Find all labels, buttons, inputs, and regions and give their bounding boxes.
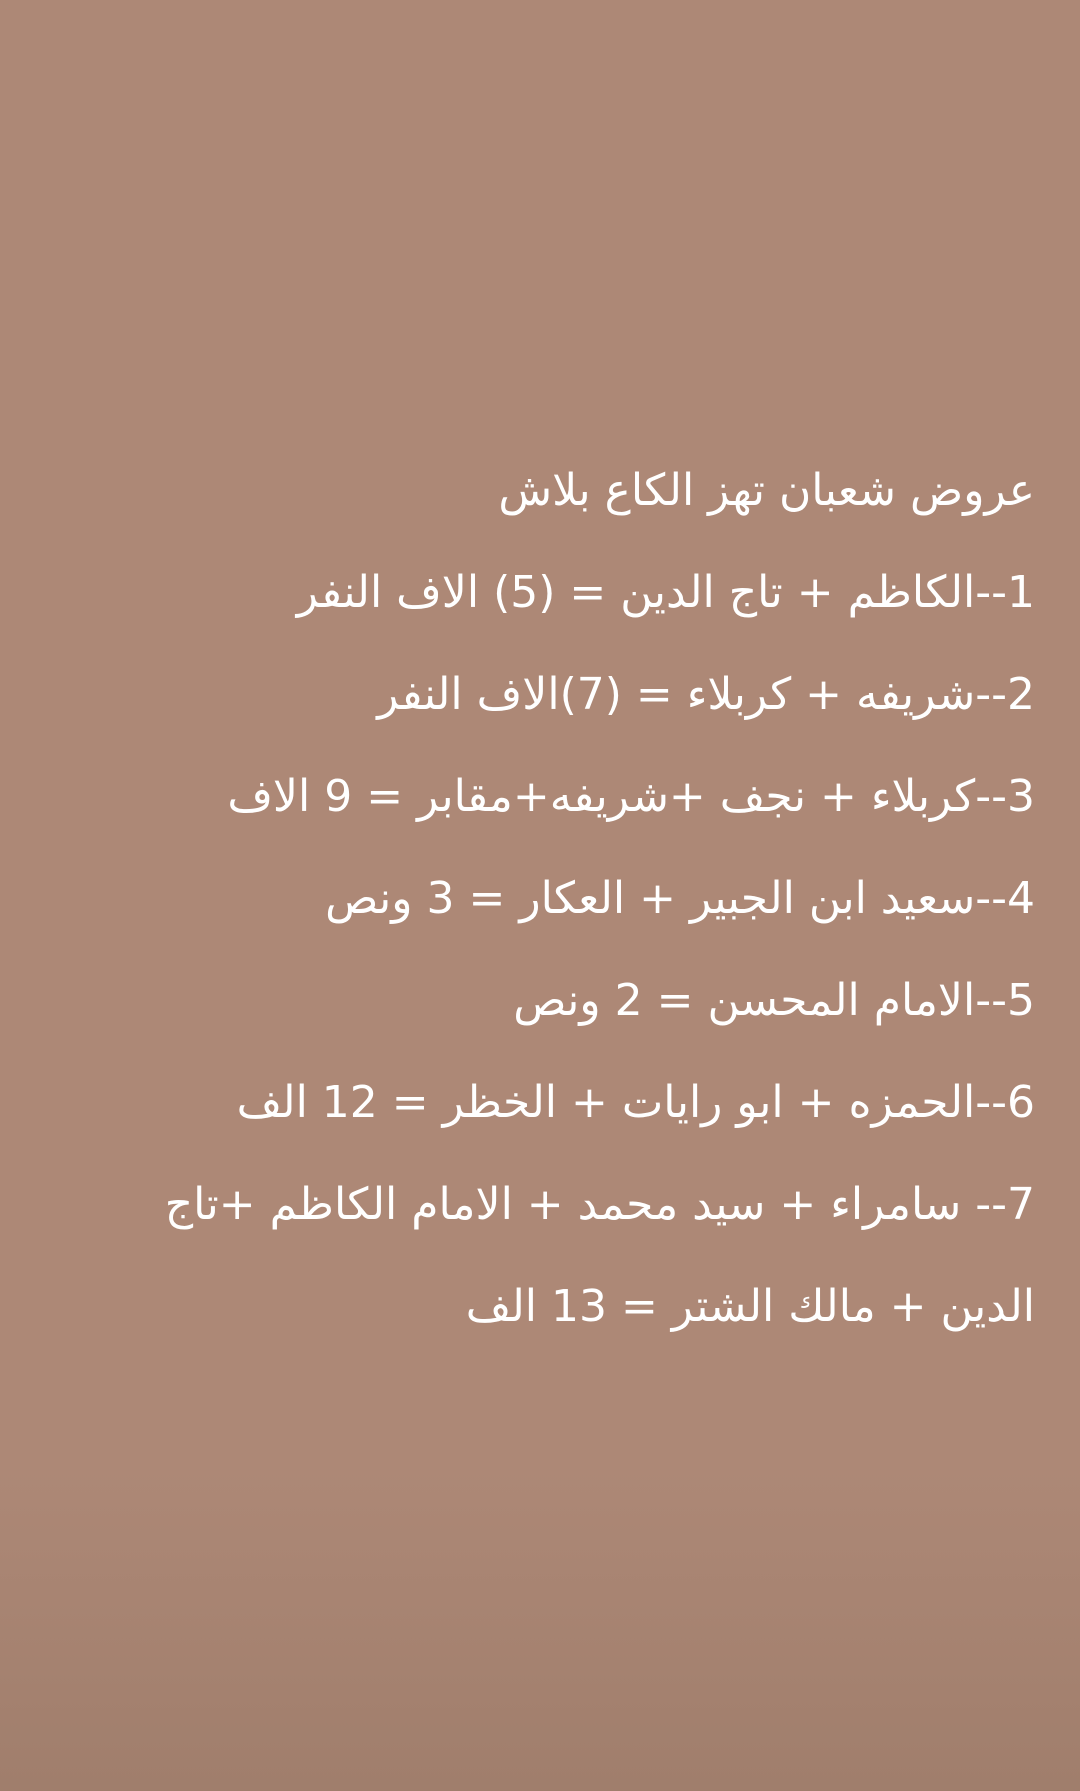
offer-line-6: 6--الحمزه + ابو رايات + الخظر = 12 الف [236,1077,1035,1128]
offer-line-7-continued: الدين + مالك الشتر = 13 الف [465,1281,1035,1332]
offer-line-4: 4--سعيد ابن الجبير + العكار = 3 ونص [325,873,1035,924]
offers-title: عروض شعبان تهز الكاع بلاش [498,465,1035,516]
offer-line-1: 1--الكاظم + تاج الدين = (5) الاف النفر [296,567,1035,618]
offer-line-2: 2--شريفه + كربلاء = (7)الاف النفر [377,669,1035,720]
offer-line-5: 5--الامام المحسن = 2 ونص [513,975,1035,1026]
offer-line-3: 3--كربلاء + نجف +شريفه+مقابر = 9 الاف [227,771,1035,822]
offer-line-7: 7-- سامراء + سيد محمد + الامام الكاظم +تاج [164,1179,1035,1230]
offers-text-block [45,440,1035,1358]
